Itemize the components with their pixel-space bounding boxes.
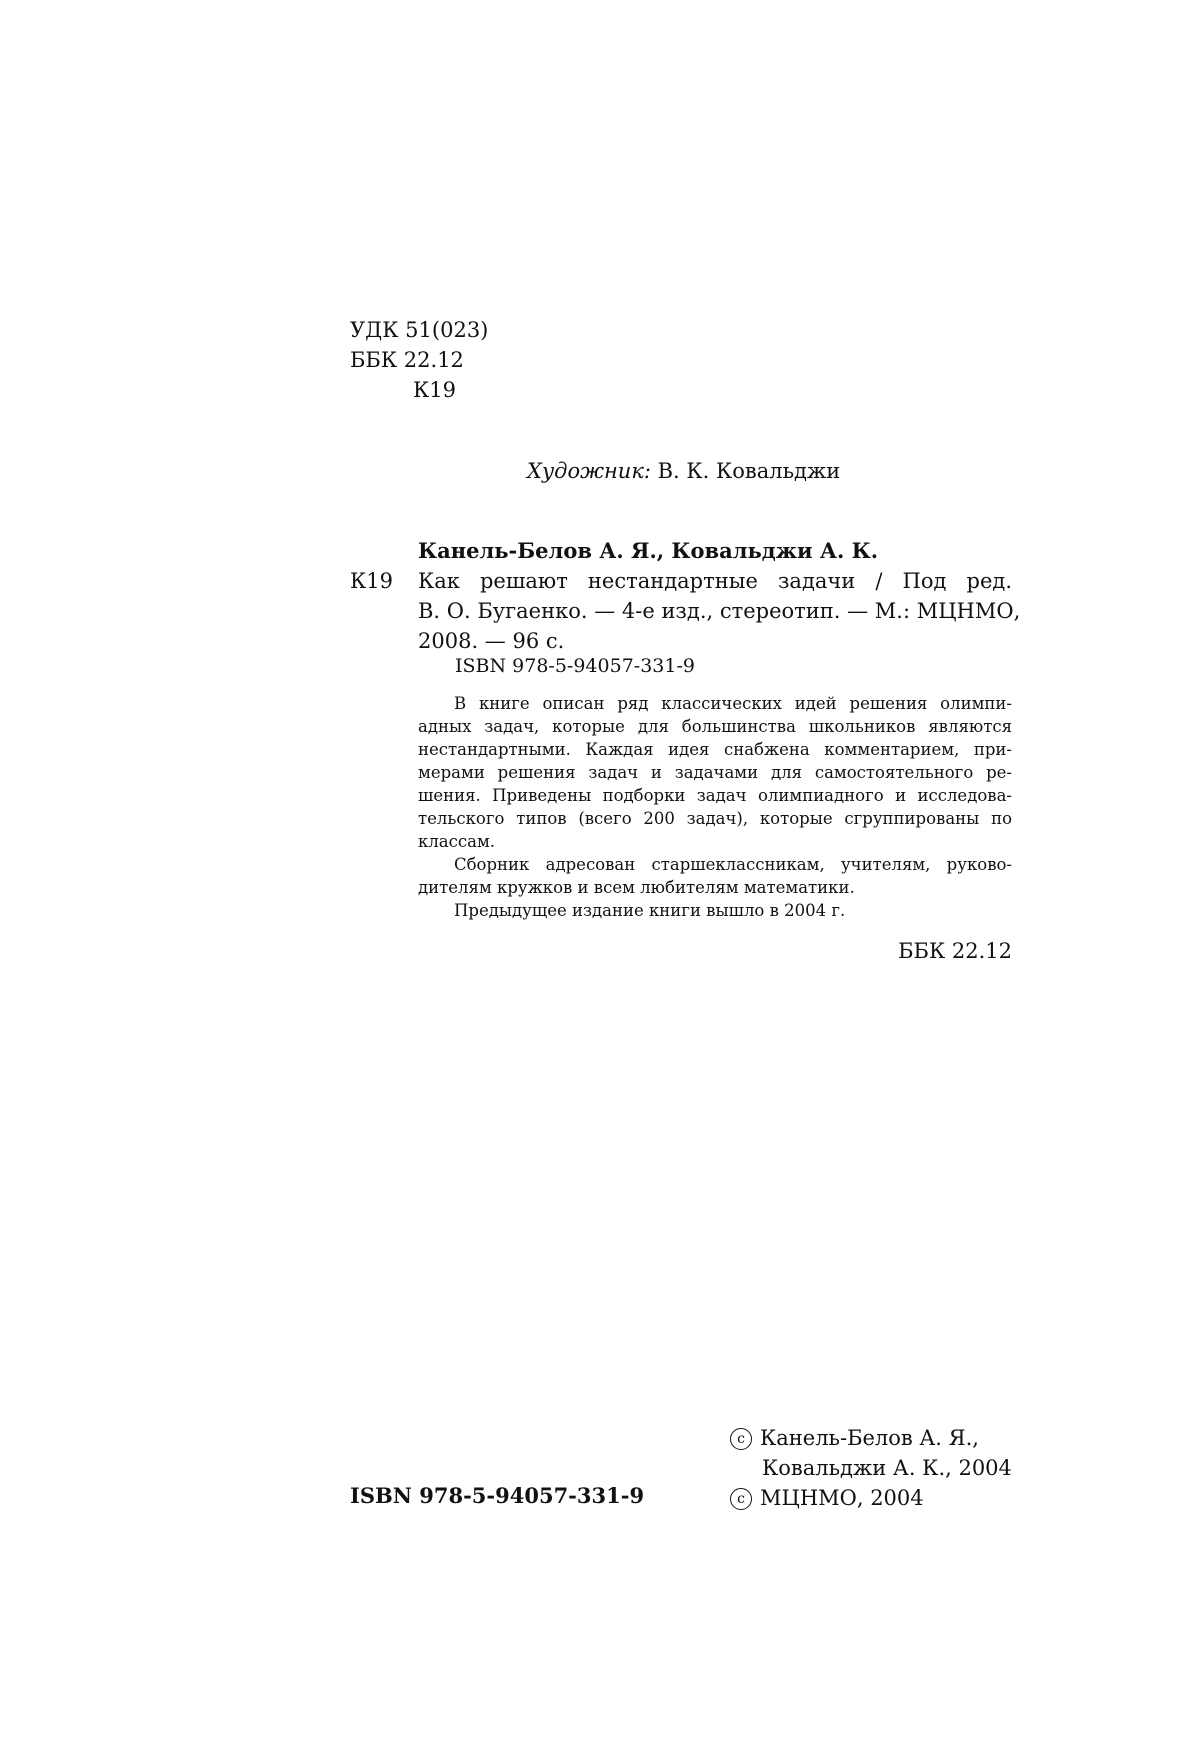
illustrator-label: Художник:: [527, 459, 651, 483]
bibliography-mark: К19: [350, 569, 393, 593]
illustrator-name: В. К. Ковальджи: [657, 459, 841, 483]
bibliography-authors: Канель-Белов А. Я., Ковальджи А. К.: [418, 538, 879, 563]
bibliography-line: В. О. Бугаенко. — 4-е изд., стереотип. — М.: МЦНМО,: [418, 599, 1021, 623]
bibliography-line: 2008. — 96 с.: [418, 629, 565, 653]
bibliography-description: [418, 566, 1021, 656]
annotation-line: тельского типов (всего 200 задач), которые сгруппированы по: [418, 809, 1012, 828]
illustrator-line: [527, 456, 840, 486]
copyright-publisher-text: МЦНМО, 2004: [760, 1486, 924, 1510]
author-mark: К19: [413, 378, 456, 402]
copyright-authors: [730, 1423, 979, 1453]
copyright-authors-line2: Ковальджи А. К., 2004: [762, 1456, 1012, 1480]
footer-isbn: ISBN 978-5-94057-331-9: [350, 1483, 645, 1508]
udk-index: УДК 51(023): [350, 318, 489, 342]
annotation-line: нестандартными. Каждая идея снабжена комментарием, при-: [418, 740, 1012, 759]
annotation-line: Предыдущее издание книги вышло в 2004 г.: [454, 901, 846, 920]
copyright-icon: c: [730, 1428, 752, 1450]
annotation: [418, 692, 1012, 922]
bibliography-line: Как решают нестандартные задачи / Под ред.: [418, 569, 1012, 593]
annotation-line: В книге описан ряд классических идей решения олимпи-: [454, 694, 1012, 713]
annotation-line: Сборник адресован старшеклассникам, учителям, руково-: [454, 855, 1012, 874]
annotation-bbk: ББК 22.12: [898, 939, 1012, 963]
bibliography-isbn: ISBN 978-5-94057-331-9: [455, 655, 695, 677]
annotation-line: мерами решения задач и задачами для самостоятельного ре-: [418, 763, 1012, 782]
bbk-index: ББК 22.12: [350, 348, 464, 372]
annotation-line: шения. Приведены подборки задач олимпиадного и исследова-: [418, 786, 1012, 805]
copyright-publisher: [730, 1483, 924, 1513]
annotation-line: классам.: [418, 832, 496, 851]
annotation-line: дителям кружков и всем любителям математики.: [418, 878, 855, 897]
copyright-icon: c: [730, 1488, 752, 1510]
annotation-line: адных задач, которые для большинства школьников являются: [418, 717, 1012, 736]
copyright-authors-line1: Канель-Белов А. Я.,: [760, 1426, 979, 1450]
